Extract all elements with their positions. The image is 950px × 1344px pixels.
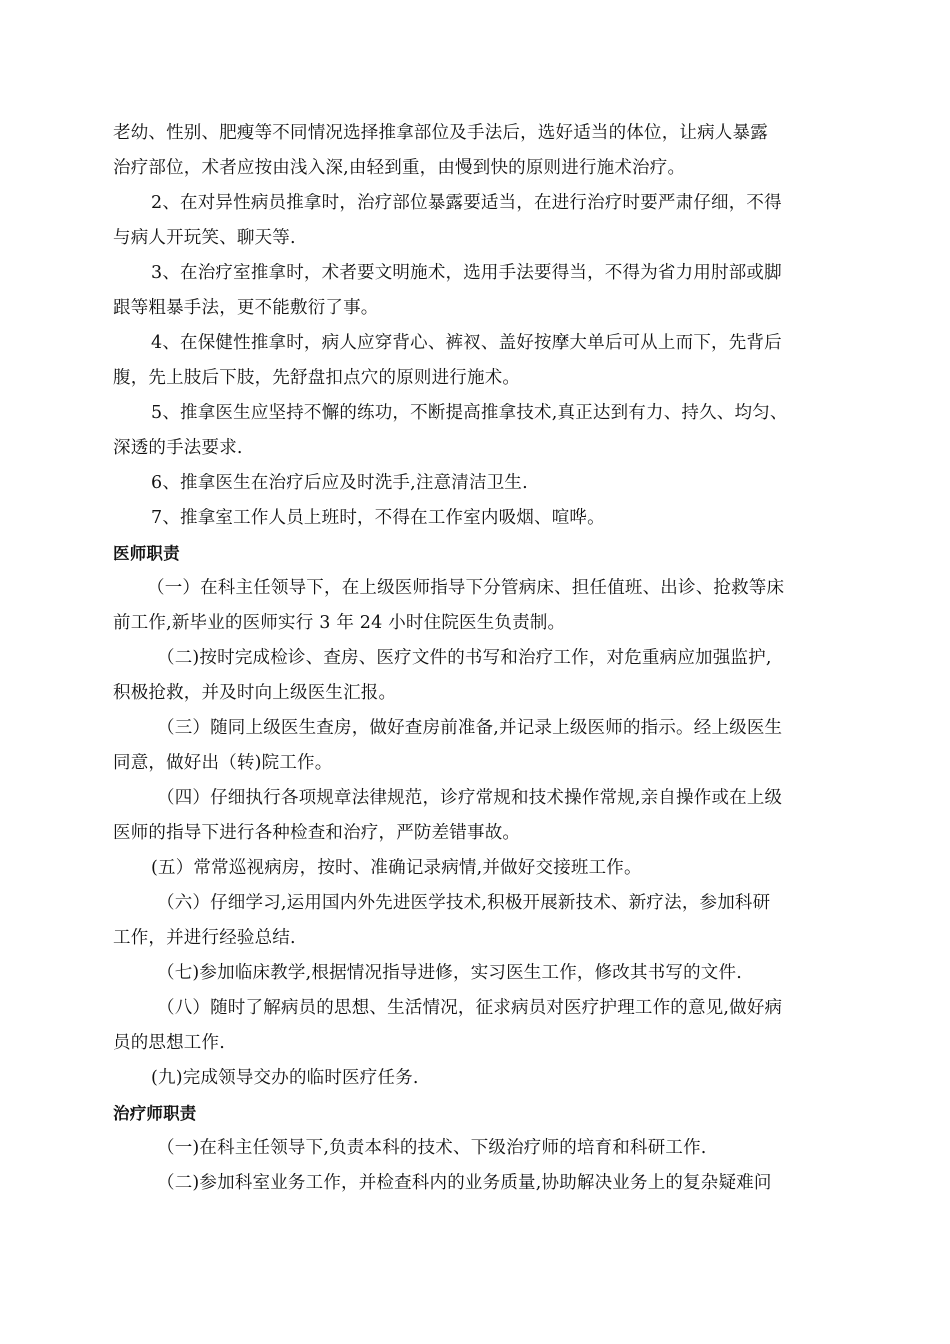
- paragraph-line: （六）仔细学习,运用国内外先进医学技术,积极开展新技术、新疗法，参加科研: [157, 893, 771, 913]
- paragraph-line: 腹，先上肢后下肢，先舒盘扣点穴的原则进行施术。: [113, 368, 521, 388]
- paragraph-line: (五）常常巡视病房，按时、准确记录病情,并做好交接班工作。: [151, 858, 642, 878]
- paragraph-line: 2、在对异性病员推拿时，治疗部位暴露要适当，在进行治疗时要严肃仔细，不得: [151, 193, 782, 213]
- paragraph-line: （三）随同上级医生查房，做好查房前准备,并记录上级医师的指示。经上级医生: [157, 718, 783, 738]
- paragraph-line: 与病人开玩笑、聊天等.: [113, 228, 296, 248]
- paragraph-line: 老幼、性别、肥瘦等不同情况选择推拿部位及手法后，选好适当的体位，让病人暴露: [113, 123, 768, 143]
- paragraph-line: 跟等粗暴手法，更不能敷衍了事。: [113, 298, 379, 318]
- paragraph-line: 同意，做好出（转)院工作。: [113, 753, 333, 773]
- section-heading-physician-duties: 医师职责: [113, 544, 180, 563]
- paragraph-line: （一)在科主任领导下,负责本科的技术、下级治疗师的培育和科研工作.: [157, 1138, 707, 1158]
- paragraph-line: 治疗部位，术者应按由浅入深,由轻到重，由慢到快的原则进行施术治疗。: [113, 158, 686, 178]
- paragraph-line: （四）仔细执行各项规章法律规范，诊疗常规和技术操作常规,亲自操作或在上级: [157, 788, 783, 808]
- section-heading-therapist-duties: 治疗师职责: [113, 1104, 197, 1123]
- paragraph-line: 6、推拿医生在治疗后应及时洗手,注意清洁卫生.: [151, 473, 528, 493]
- paragraph-line: 5、推拿医生应坚持不懈的练功，不断提高推拿技术,真正达到有力、持久、均匀、: [151, 403, 788, 423]
- paragraph-line: 员的思想工作.: [113, 1033, 225, 1053]
- document-page: [113, 116, 853, 1201]
- paragraph-line: （八）随时了解病员的思想、生活情况，征求病员对医疗护理工作的意见,做好病: [157, 998, 783, 1018]
- paragraph-line: 7、推拿室工作人员上班时，不得在工作室内吸烟、喧哗。: [151, 508, 605, 528]
- paragraph-line: (九)完成领导交办的临时医疗任务.: [151, 1068, 419, 1088]
- paragraph-line: 医师的指导下进行各种检查和治疗，严防差错事故。: [113, 823, 521, 843]
- paragraph-line: 4、在保健性推拿时，病人应穿背心、裤衩、盖好按摩大单后可从上而下，先背后: [151, 333, 782, 353]
- paragraph-line: （二)参加科室业务工作，并检查科内的业务质量,协助解决业务上的复杂疑难问: [157, 1173, 772, 1193]
- paragraph-line: 工作，并进行经验总结.: [113, 928, 296, 948]
- paragraph-line: 前工作,新毕业的医师实行 3 年 24 小时住院医生负责制。: [113, 613, 566, 633]
- paragraph-line: （二)按时完成检诊、查房、医疗文件的书写和治疗工作，对危重病应加强监护,: [157, 648, 772, 668]
- paragraph-line: （七)参加临床教学,根据情况指导进修，实习医生工作，修改其书写的文件.: [157, 963, 742, 983]
- paragraph-line: （一）在科主任领导下，在上级医师指导下分管病床、担任值班、出诊、抢救等床: [147, 578, 785, 598]
- paragraph-line: 深透的手法要求.: [113, 438, 243, 458]
- paragraph-line: 积极抢救，并及时向上级医生汇报。: [113, 683, 397, 703]
- paragraph-line: 3、在治疗室推拿时，术者要文明施术，选用手法要得当，不得为省力用肘部或脚: [151, 263, 782, 283]
